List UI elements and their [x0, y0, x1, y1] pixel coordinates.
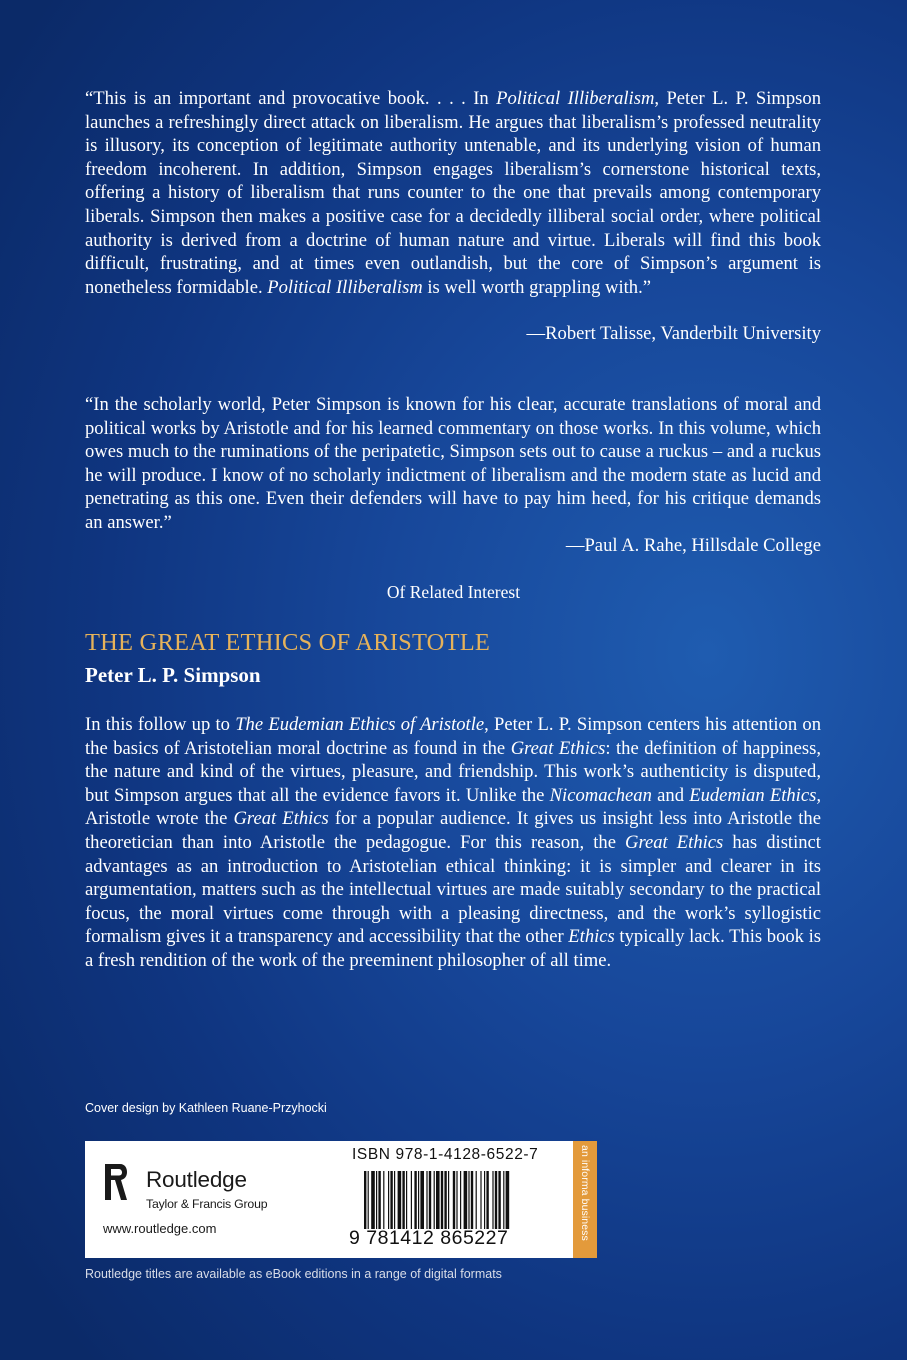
barcode-panel — [85, 1141, 597, 1258]
italic-text: Great Ethics — [233, 808, 329, 830]
ebook-availability-note: Routledge titles are available as eBook editions in a range of digital formats — [85, 1267, 502, 1281]
text-run: typically lack. This book is a fresh rendition of the work of the preeminent philosopher of all time. — [85, 926, 822, 971]
review-quote-talisse — [85, 87, 821, 299]
text-run: In this follow up to — [85, 714, 236, 735]
text-run: for a popular audience. It gives us insight less into Aristotle the theoretician than into Aristotle the pedagogue. For this reason, the — [85, 808, 821, 853]
text-run: “In the scholarly world, Peter Simpson is known for his clear, accurate translations of moral and political works by Aristotle and for his learned commentary on those works. In this volume, which owes much to the ruminations of the peripatetic, Simpson sets out to cause a ruckus – and a ruckus he will produce. I know of no scholarly indictment of liberalism and the modern state as lucid and penetrating as this one. Even their defenders will have to pay him heed, for his critique demands an answer.” — [85, 394, 821, 533]
text-run: : the definition of happiness, the nature and kind of the virtues, pleasure, and friendship. This work’s authenticity is disputed, but Simpson argues that all the evidence favors it. Unlike the — [85, 737, 821, 806]
quote-attribution-rahe: —Paul A. Rahe, Hillsdale College — [565, 535, 821, 556]
text-run: has distinct advantages as an introduction to Aristotelian ethical thinking: it is simpler and clearer in its argumentation, matters such as the intellectual virtues are made suitably secondary to the practical focus, the moral virtues come through with a pleasing directness, and the work’s syllogistic formalism gives it a transparency and accessibility that the other — [85, 831, 821, 948]
italic-text: Political Illiberalism — [267, 276, 423, 298]
text-run: , Peter L. P. Simpson launches a refreshingly direct attack on liberalism. He argues that liberalism’s professed neutrality is illusory, its conception of legitimate authority untenable, and its underlying vision of human freedom incoherent. In addition, Simpson engages liberalism’s cornerstone historical texts, offering a history of liberalism that runs counter to the one that prevails among contemporary liberals. Simpson then makes a positive case for a decidedly illiberal social order, where political authority is derived from a doctrine of human nature and virtue. Liberals will find this book difficult, frustrating, and at times even outlandish, but the core of Simpson’s argument is nonetheless formidable. — [85, 88, 821, 298]
related-book-author: Peter L. P. Simpson — [85, 663, 261, 687]
routledge-logo-icon — [102, 1162, 129, 1202]
barcode-icon — [364, 1171, 554, 1231]
text-run: Aristotle wrote the — [85, 808, 234, 830]
text-run: “This is an important and provocative book. . . . In — [85, 88, 497, 109]
publisher-group: Taylor & Francis Group — [146, 1197, 268, 1211]
text-run: is well worth grappling with.” — [422, 276, 651, 298]
isbn-label: ISBN 978-1-4128-6522-7 — [352, 1146, 539, 1163]
italic-text: Nicomachean — [549, 784, 652, 806]
text-run: , Peter L. P. Simpson centers his attention on the basics of Aristotelian moral doctrine as found in the — [85, 714, 821, 759]
italic-text: Ethics — [568, 926, 615, 948]
related-interest-heading: Of Related Interest — [386, 582, 521, 602]
quote-attribution-talisse: —Robert Talisse, Vanderbilt University — [526, 323, 821, 344]
related-book-title: THE GREAT ETHICS OF ARISTOTLE — [85, 629, 491, 656]
barcode-digits: 9 781412 865227 — [349, 1227, 509, 1249]
informa-strip — [573, 1141, 597, 1258]
publisher-url: www.routledge.com — [103, 1221, 217, 1236]
review-quote-rahe — [85, 393, 821, 535]
italic-text: Political Illiberalism — [496, 88, 655, 109]
publisher-name: Routledge — [146, 1167, 247, 1192]
informa-business-label: an informa business — [579, 1145, 591, 1241]
italic-text: Great Ethics — [625, 831, 724, 853]
text-run: and — [651, 784, 690, 806]
italic-text: Great Ethics — [510, 737, 606, 759]
related-book-description — [85, 713, 821, 973]
cover-design-credit: Cover design by Kathleen Ruane-Przyhocki — [85, 1101, 327, 1115]
italic-text: The Eudemian Ethics of Aristotle — [235, 714, 485, 735]
italic-text: Eudemian Ethics, — [689, 784, 821, 806]
